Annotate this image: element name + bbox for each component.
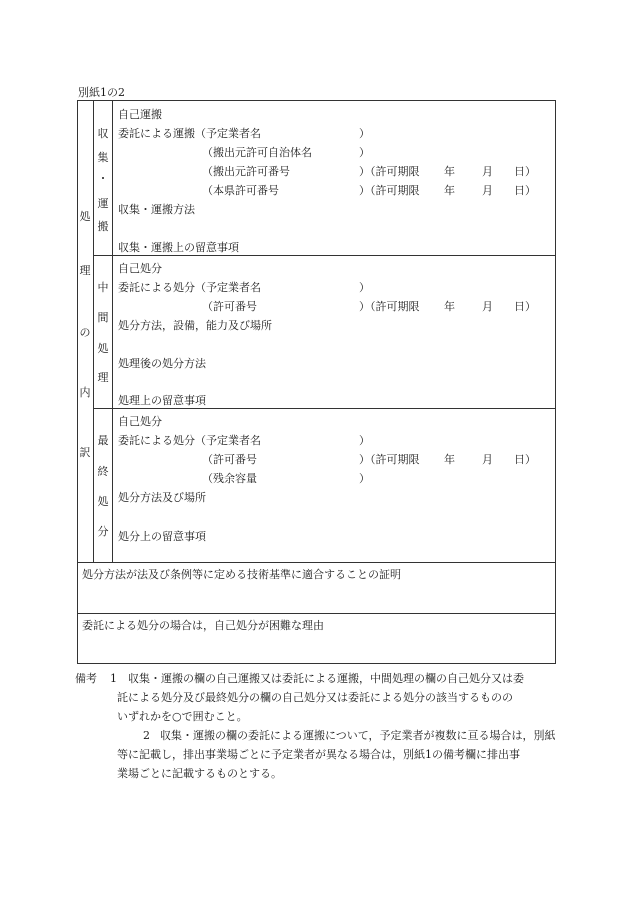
final-permit: （許可番号 — [202, 453, 257, 466]
collection-self: 自己運搬 — [118, 108, 162, 121]
outer-label-char: の — [79, 326, 91, 339]
remark-line: いずれかを○で囲むこと。 — [117, 710, 248, 723]
collection-origin-permit: （搬出元許可番号 — [202, 165, 290, 178]
year-label: 年 — [444, 453, 455, 466]
day-label: 日） — [514, 165, 536, 178]
day-label: 日） — [514, 453, 536, 466]
intermediate-permit: （許可番号 — [202, 300, 257, 313]
reason-label: 委託による処分の場合は，自己処分が困難な理由 — [82, 619, 324, 632]
year-label: 年 — [444, 165, 455, 178]
final-label-char: 処 — [97, 495, 109, 508]
remark-line: 収集・運搬の欄の委託による運搬について，予定業者が複数に亘る場合は，別紙 — [160, 729, 556, 742]
intermediate-label-char: 間 — [97, 311, 109, 324]
close-paren: ） — [359, 127, 370, 140]
permit-limit: ）（許可期限 — [359, 184, 420, 197]
outer-label-char: 訳 — [79, 446, 91, 459]
remark-line: 託による処分及び最終処分の欄の自己処分又は委託による処分の該当するものの — [117, 691, 513, 704]
month-label: 月 — [482, 300, 493, 313]
close-paren: ） — [359, 146, 370, 159]
collection-label-char: 集 — [97, 151, 109, 164]
intermediate-label-char: 理 — [97, 371, 109, 384]
form-number: 別紙1の2 — [78, 86, 125, 99]
month-label: 月 — [482, 453, 493, 466]
intermediate-label-char: 中 — [97, 281, 109, 294]
outer-label-char: 内 — [79, 386, 91, 399]
collection-label-char: 収 — [97, 127, 109, 140]
remark-line: 収集・運搬の欄の自己運搬又は委託による運搬，中間処理の欄の自己処分又は委 — [128, 672, 524, 685]
final-label-char: 終 — [97, 465, 109, 478]
collection-label-char: ・ — [97, 172, 109, 185]
intermediate-notes: 処理上の留意事項 — [118, 394, 206, 407]
final-method: 処分方法及び場所 — [118, 491, 206, 504]
day-label: 日） — [514, 300, 536, 313]
collection-method: 収集・運搬方法 — [118, 203, 195, 216]
collection-notes: 収集・運搬上の留意事項 — [118, 241, 239, 254]
remarks-title: 備考 — [75, 672, 97, 685]
remark-line: 業場ごとに記載するものとする。 — [117, 767, 282, 780]
final-label-char: 最 — [97, 434, 109, 447]
collection-pref-permit: （本県許可番号 — [202, 184, 279, 197]
remark-number: 1 — [110, 672, 117, 685]
collection-origin-entity: （搬出元許可自治体名 — [202, 146, 312, 159]
remark-number: 2 — [143, 729, 150, 742]
final-label-char: 分 — [97, 525, 109, 538]
certificate-label: 処分方法が法及び条例等に定める技術基準に適合することの証明 — [82, 568, 401, 581]
month-label: 月 — [482, 165, 493, 178]
remark-line: 等に記載し，排出事業場ごとに予定業者が異なる場合は，別紙1の備考欄に排出事 — [117, 748, 520, 761]
permit-limit: ）（許可期限 — [359, 300, 420, 313]
final-notes: 処分上の留意事項 — [118, 530, 206, 543]
permit-limit: ）（許可期限 — [359, 453, 420, 466]
outer-label-char: 処 — [79, 210, 91, 223]
intermediate-consign: 委託による処分（予定業者名 — [118, 281, 261, 294]
intermediate-self: 自己処分 — [118, 262, 162, 275]
intermediate-after: 処理後の処分方法 — [118, 357, 206, 370]
permit-limit: ）（許可期限 — [359, 165, 420, 178]
collection-label-char: 搬 — [97, 220, 109, 233]
final-consign: 委託による処分（予定業者名 — [118, 434, 261, 447]
intermediate-label-char: 処 — [97, 342, 109, 355]
day-label: 日） — [514, 184, 536, 197]
close-paren: ） — [359, 281, 370, 294]
final-self: 自己処分 — [118, 415, 162, 428]
collection-label-char: 運 — [97, 197, 109, 210]
collection-consign: 委託による運搬（予定業者名 — [118, 127, 261, 140]
year-label: 年 — [444, 300, 455, 313]
outer-label-char: 理 — [79, 264, 91, 277]
final-remaining: （残余容量 — [202, 472, 257, 485]
intermediate-method: 処分方法，設備，能力及び場所 — [118, 319, 272, 332]
month-label: 月 — [482, 184, 493, 197]
close-paren: ） — [359, 434, 370, 447]
close-paren: ） — [359, 472, 370, 485]
year-label: 年 — [444, 184, 455, 197]
